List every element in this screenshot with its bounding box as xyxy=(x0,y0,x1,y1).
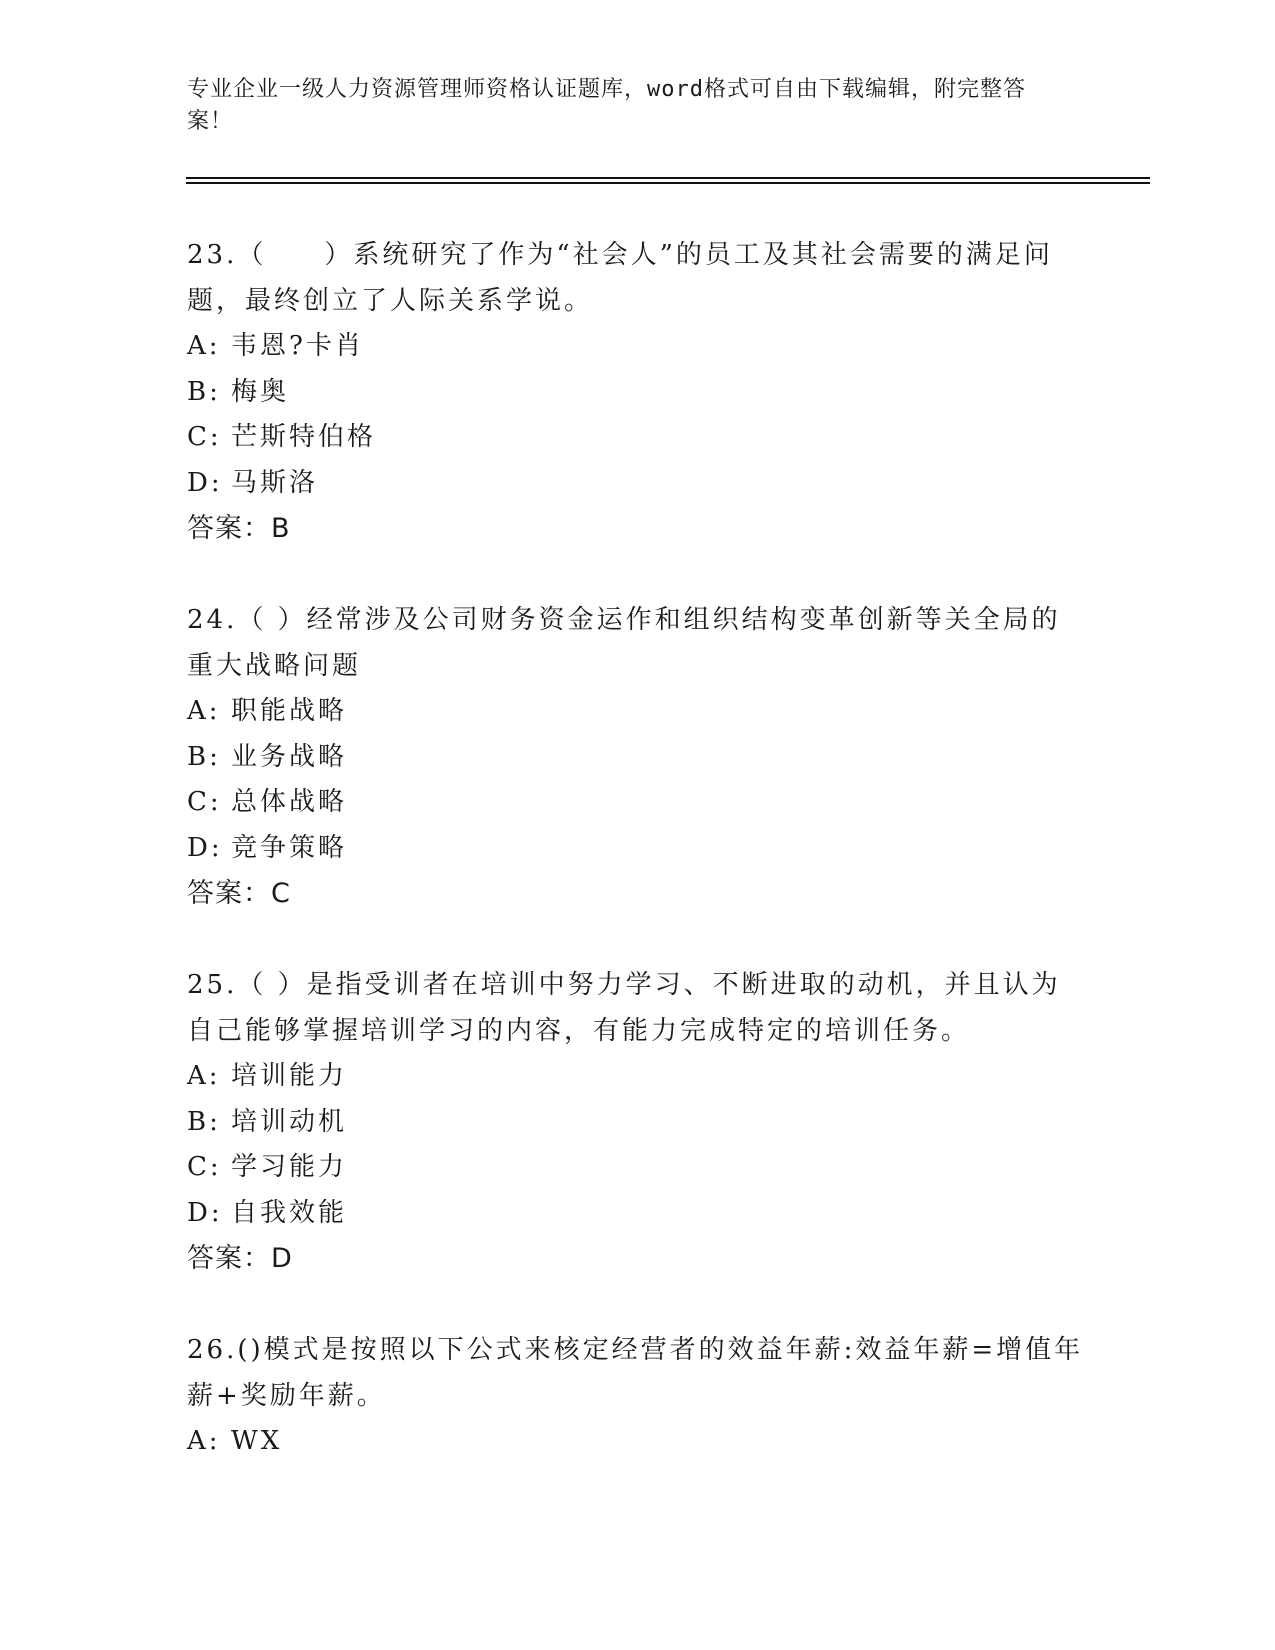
option-text: 业务战略 xyxy=(231,741,348,772)
header-rule-top xyxy=(186,177,1150,179)
option-d xyxy=(187,1191,1087,1237)
option-letter: D: xyxy=(187,467,223,498)
answer-line: 答案：B xyxy=(187,513,291,544)
option-letter: B: xyxy=(187,376,221,407)
question-text: 25.（ ）是指受训者在培训中努力学习、不断进取的动机，并且认为自己能够掌握培训学习的内容，有能力完成特定的培训任务。 xyxy=(187,970,1061,1046)
option-a xyxy=(187,1054,1087,1100)
option-letter: D: xyxy=(187,1197,223,1228)
option-text: 学习能力 xyxy=(231,1152,348,1182)
option-text: 竞争策略 xyxy=(231,832,348,863)
question-text: 26.()模式是按照以下公式来核定经营者的效益年薪:效益年薪=增值年薪+奖励年薪。 xyxy=(187,1335,1084,1411)
option-b xyxy=(187,735,1087,781)
option-a xyxy=(187,324,1087,370)
question-25 xyxy=(187,962,1087,1282)
question-23 xyxy=(187,232,1087,552)
option-text: 职能战略 xyxy=(231,696,348,726)
option-letter: A: xyxy=(187,1061,221,1091)
option-letter: C: xyxy=(187,787,222,817)
option-d xyxy=(187,461,1087,507)
option-letter: B: xyxy=(187,741,221,772)
option-letter: B: xyxy=(187,1106,221,1137)
option-text: 培训动机 xyxy=(231,1106,348,1137)
option-a xyxy=(187,1419,1087,1465)
option-text: 芒斯特伯格 xyxy=(231,422,377,452)
option-letter: C: xyxy=(187,1152,222,1182)
question-text: 24.（ ）经常涉及公司财务资金运作和组织结构变革创新等关全局的重大战略问题 xyxy=(187,605,1061,681)
option-letter: C: xyxy=(187,422,222,452)
option-c xyxy=(187,780,1087,826)
option-c xyxy=(187,415,1087,461)
answer-line: 答案：D xyxy=(187,1243,293,1274)
option-text: 梅奥 xyxy=(231,376,290,407)
answer-line: 答案：C xyxy=(187,878,291,909)
header-rule-bottom xyxy=(186,182,1150,184)
option-text: 韦恩?卡肖 xyxy=(231,331,364,361)
option-text: 马斯洛 xyxy=(231,467,319,498)
option-text: 总体战略 xyxy=(231,787,348,817)
option-text: 自我效能 xyxy=(231,1197,348,1228)
option-letter: A: xyxy=(187,696,221,726)
question-text: 23.（ ）系统研究了作为“社会人”的员工及其社会需要的满足问题，最终创立了人际关系学说。 xyxy=(187,240,1053,316)
option-letter: D: xyxy=(187,832,223,863)
option-text: WX xyxy=(231,1426,283,1456)
question-26 xyxy=(187,1327,1087,1465)
option-b xyxy=(187,370,1087,416)
option-a xyxy=(187,689,1087,735)
option-c xyxy=(187,1145,1087,1191)
option-letter: A: xyxy=(187,1426,221,1456)
option-letter: A: xyxy=(187,331,221,361)
question-list xyxy=(187,232,1087,1510)
option-text: 培训能力 xyxy=(231,1061,348,1091)
page-header: 专业企业一级人力资源管理师资格认证题库，word格式可自由下载编辑，附完整答案！ xyxy=(187,77,1026,134)
option-b xyxy=(187,1100,1087,1146)
question-24 xyxy=(187,597,1087,917)
option-d xyxy=(187,826,1087,872)
